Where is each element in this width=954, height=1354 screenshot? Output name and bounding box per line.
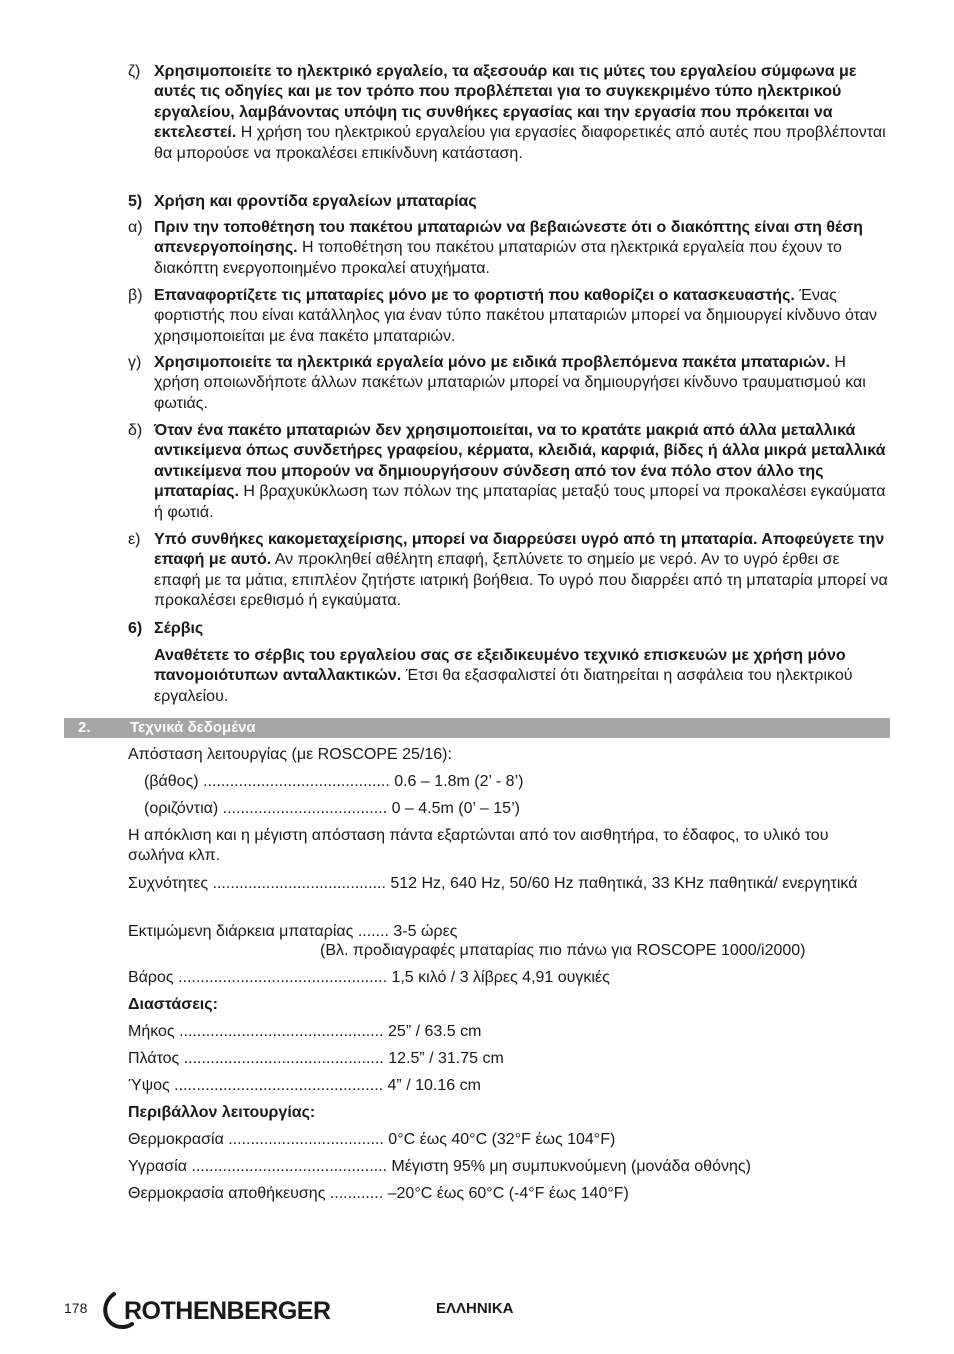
item-text: Η τοποθέτηση του πακέτου μπαταριών στα ηλεκτρικά εργαλεία που έχουν το διακόπτη ενεργοποιημένο προκαλεί ατυχήματα. [154,239,842,277]
spec-humidity: Υγρασία ............................................ Μέγιστη 95% μη συμπυκνούμενη (μονάδα οθόνης) [128,1158,751,1175]
item-label: 6) [128,620,143,637]
logo-brand-text: ROTHENBERGER [124,1297,331,1325]
item-label: β) [128,287,143,304]
item-label: ζ) [128,63,141,80]
instruction-item [128,286,888,347]
spec-range-title: Απόσταση λειτουργίας (με ROSCOPE 25/16): [128,746,452,763]
service-paragraph [128,646,888,707]
spec-battery-note: (Βλ. προδιαγραφές μπαταρίας πιο πάνω για ROSCOPE 1000/i2000) [320,942,806,959]
section-title: Τεχνικά δεδομένα [130,719,256,736]
spec-height: Ύψος ............................................... 4” / 10.16 cm [128,1077,481,1094]
item-bold-text: Χρησιμοποιείτε το ηλεκτρικό εργαλείο, τα αξεσουάρ και τις μύτες του εργαλείου σύμφωνα με αυτές τις οδηγίες και με τον τρόπο που προβλέπεται για το συγκεκριμένο τύπο ηλεκτρικού εργαλείου, λαμβάνοντας υπόψη τις συνθήκες εργασίας και την εργασία που πρόκειται να εκτελεστεί. [154,63,857,142]
rothenberger-logo [100,1290,350,1335]
item-bold-text: Υπό συνθήκες κακομεταχείρισης, μπορεί να διαρρεύσει υγρό από τη μπαταρία. Αποφεύγετε την επαφή με αυτό. [154,531,885,569]
instruction-item [128,62,888,164]
spec-length: Μήκος .............................................. 25” / 63.5 cm [128,1023,482,1040]
spec-dimensions-title: Διαστάσεις: [128,996,218,1013]
instruction-item [128,421,888,523]
spec-temperature: Θερμοκρασία ................................... 0°C έως 40°C (32°F έως 104°F) [128,1131,616,1148]
spec-frequencies: Συχνότητες ....................................... 512 Hz, 640 Hz, 50/60 Hz παθητικά, 33 KHz παθητικά/ ενεργητικά [128,875,858,892]
section-header-bar [64,718,890,738]
item-text: Αν προκληθεί αθέλητη επαφή, ξεπλύνετε το σημείο με νερό. Αν το υγρό έρθει σε επαφή με τα μάτια, επιπλέον ζητήστε ιατρική βοήθεια. Το υγρό που διαρρέει από τη μπαταρία μπορεί να προκαλέσει ερεθισμό ή εγκαύματα. [154,551,888,610]
spec-storage-temperature: Θερμοκρασία αποθήκευσης ............ –20°C έως 60°C (-4°F έως 140°F) [128,1185,629,1202]
spec-battery: Εκτιμώμενη διάρκεια μπαταρίας ....... 3-5 ώρες [128,923,458,940]
item-bold-text: Σέρβις [154,620,204,637]
item-text: Η βραχυκύκλωση των πόλων της μπαταρίας μεταξύ τους μπορεί να προκαλέσει εγκαύματα ή φωτιά. [154,483,886,521]
item-label: α) [128,219,143,236]
instruction-item [128,530,888,612]
item-bold-text: Χρήση και φροντίδα εργαλείων μπαταρίας [154,193,477,210]
spec-depth: (βάθος) .......................................... 0.6 – 1.8m (2’ - 8’) [144,773,524,790]
instruction-item [128,218,888,279]
page-number: 178 [64,1300,88,1316]
item-bold-text: Πριν την τοποθέτηση του πακέτου μπαταριών να βεβαιώνεστε ότι ο διακόπτης είναι στη θέση απενεργοποίησης. [154,219,863,257]
spec-environment-title: Περιβάλλον λειτουργίας: [128,1104,316,1121]
item-text: Ένας φορτιστής που είναι κατάλληλος για έναν τύπο πακέτου μπαταριών μπορεί να δημιουργεί κίνδυνο όταν χρησιμοποιείται με ένα πακέτο μπαταριών. [154,287,878,345]
item-bold-text: Επαναφορτίζετε τις μπαταρίες μόνο με το φορτιστή που καθορίζει ο κατασκευαστής. [154,287,795,304]
item-label: ε) [128,531,141,548]
logo-swoosh-icon [100,1290,350,1330]
spec-horizontal: (οριζόντια) ..................................... 0 – 4.5m (0’ – 15’) [144,800,520,817]
item-text: Η χρήση του ηλεκτρικού εργαλείου για εργασίες διαφορετικές από αυτές που προβλέπονται θα μπορούσε να προκαλέσει επικίνδυνη κατάσταση. [154,124,886,162]
item-text: Έτσι θα εξασφαλιστεί ότι διατηρείται η ασφάλεια του ηλεκτρικού εργαλείου. [154,667,853,705]
item-label: δ) [128,422,143,439]
section-heading-item [128,192,888,212]
item-bold-text: Χρησιμοποιείτε τα ηλεκτρικά εργαλεία μόνο με ειδικά προβλεπόμενα πακέτα μπαταριών. [154,354,830,371]
spec-width: Πλάτος ............................................. 12.5” / 31.75 cm [128,1050,504,1067]
item-label: 5) [128,193,143,210]
instruction-item [128,353,888,414]
item-label: γ) [128,354,142,371]
item-bold-text: Αναθέτετε το σέρβις του εργαλείου σας σε εξειδικευμένο τεχνικό επισκευών με χρήση μόνο πανομοιότυπων ανταλλακτικών. [154,647,846,685]
item-bold-text: Όταν ένα πακέτο μπαταριών δεν χρησιμοποιείται, να το κρατάτε μακριά από άλλα μεταλλικά αντικείμενα όπως συνδετήρες γραφείου, κέρματα, κλειδιά, καρφιά, βίδες ή άλλα μικρά μεταλλικά αντικείμενα που μπορούν να δημιουργήσουν σύνδεση από τον ένα πόλο στον άλλο της μπαταρίας. [154,422,886,501]
item-text: Η χρήση οποιωνδήποτε άλλων πακέτων μπαταριών μπορεί να δημιουργήσει κίνδυνο τραυματισμού και φωτιάς. [154,354,866,412]
section-heading-item [128,619,888,639]
spec-note: Η απόκλιση και η μέγιστη απόσταση πάντα εξαρτώνται από τον αισθητήρα, το έδαφος, το υλικό του σωλήνα κλπ. [128,827,829,864]
spec-weight: Βάρος ............................................... 1,5 κιλό / 3 λίβρες 4,91 ουγκιές [128,969,610,986]
section-number: 2. [78,719,91,736]
language-label: ΕΛΛΗΝΙΚΑ [436,1300,514,1317]
